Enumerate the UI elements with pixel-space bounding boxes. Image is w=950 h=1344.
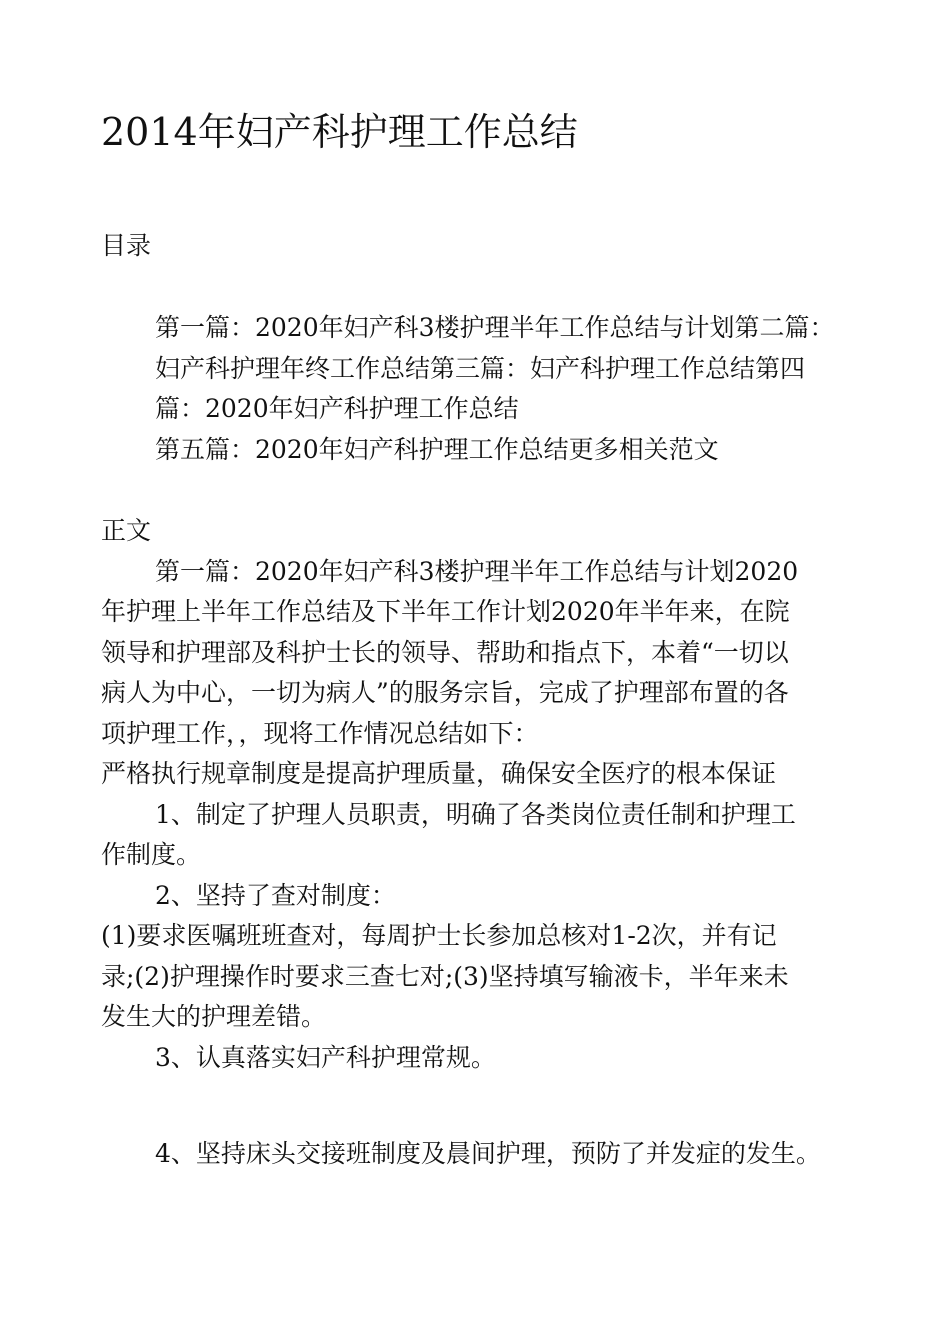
toc-line: 妇产科护理年终工作总结第三篇：妇产科护理工作总结第四 (155, 354, 806, 383)
body-line: 发生大的护理差错。 (101, 1002, 327, 1031)
body-line: (1)要求医嘱班班查对，每周护士长参加总核对1-2次，并有记 (101, 921, 777, 950)
body-line: 项护理工作，，现将工作情况总结如下： (101, 719, 539, 748)
body-heading: 正文 (101, 516, 152, 545)
body-line: 2、坚持了查对制度： (155, 881, 396, 910)
toc-line: 篇：2020年妇产科护理工作总结 (155, 394, 519, 423)
body-line: 1、制定了护理人员职责，明确了各类岗位责任制和护理工 (155, 800, 796, 829)
document-title: 2014年妇产科护理工作总结 (101, 110, 578, 154)
body-line: 3、认真落实妇产科护理常规。 (155, 1043, 496, 1072)
body-line: 作制度。 (101, 840, 202, 869)
body-line: 4、坚持床头交接班制度及晨间护理，预防了并发症的发生。 (155, 1139, 821, 1168)
body-line: 年护理上半年工作总结及下半年工作计划2020年半年来，在院 (101, 597, 790, 626)
body-line: 病人为中心，一切为病人”的服务宗旨，完成了护理部布置的各 (101, 678, 789, 707)
toc-line: 第五篇：2020年妇产科护理工作总结更多相关范文 (155, 435, 719, 464)
body-line: 第一篇：2020年妇产科3楼护理半年工作总结与计划2020 (155, 557, 799, 586)
body-line: 领导和护理部及科护士长的领导、帮助和指点下，本着“一切以 (101, 638, 789, 667)
toc-line: 第一篇：2020年妇产科3楼护理半年工作总结与计划第二篇： (155, 313, 835, 342)
toc-heading: 目录 (101, 231, 152, 260)
body-line: 录;(2)护理操作时要求三查七对;(3)坚持填写输液卡，半年来未 (101, 962, 789, 991)
body-line: 严格执行规章制度是提高护理质量，确保安全医疗的根本保证 (101, 759, 777, 788)
